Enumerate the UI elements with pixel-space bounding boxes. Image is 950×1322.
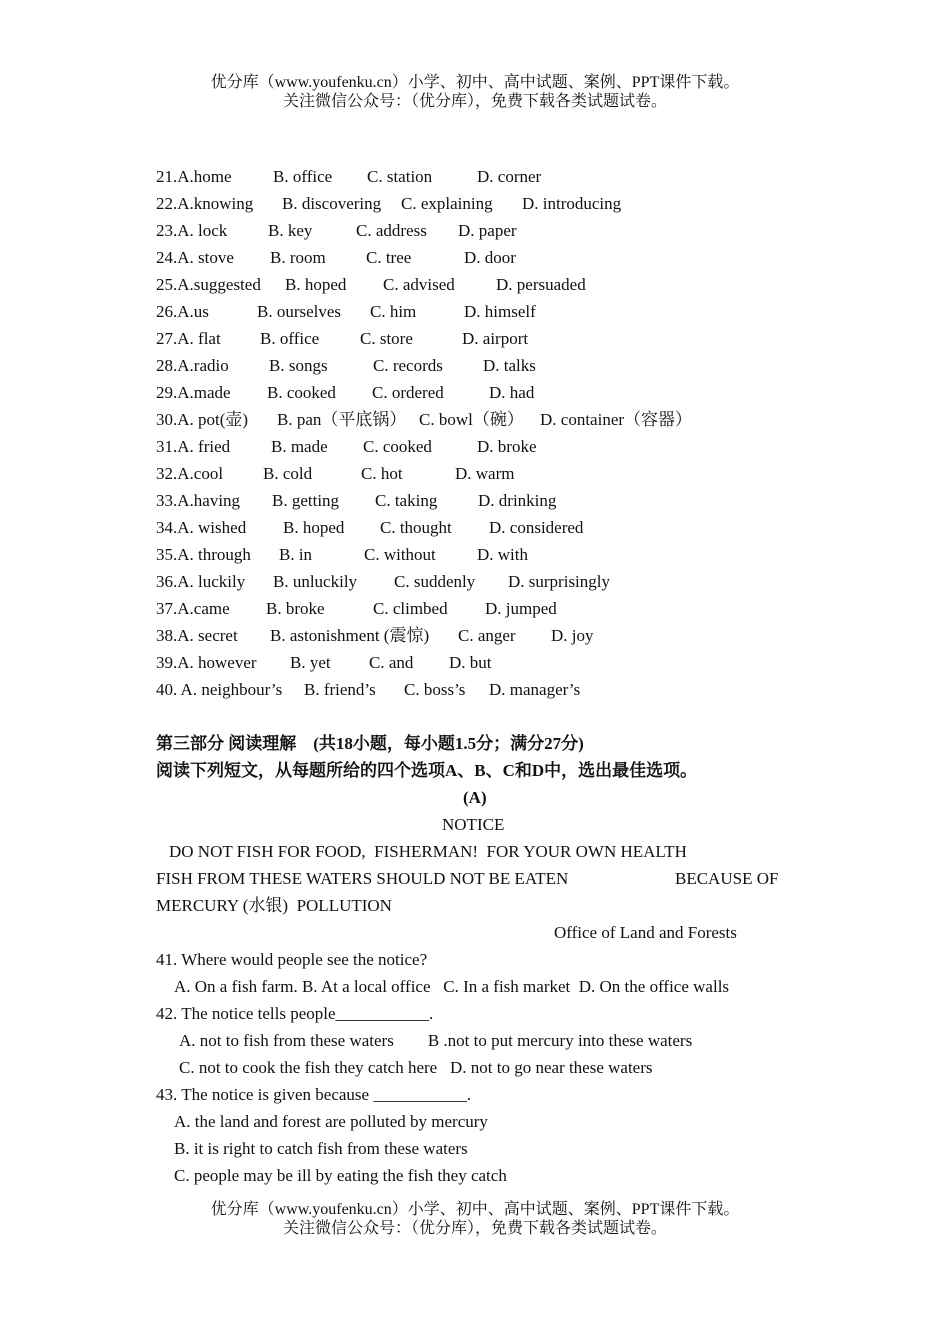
question-41-stem: 41. Where would people see the notice? — [156, 950, 428, 969]
option-a: 32.A.cool — [156, 464, 224, 483]
option-c: C. records — [373, 356, 443, 375]
option-b: B. hoped — [285, 275, 347, 294]
option-b: B. ourselves — [257, 302, 342, 321]
option-d: D. had — [489, 383, 535, 402]
option-d: D. persuaded — [496, 275, 586, 294]
option-c: C. bowl（碗） — [419, 410, 524, 429]
option-a: 30.A. pot(壶) — [156, 410, 249, 429]
cloze-item-29 — [156, 379, 836, 406]
option-c: C. station — [367, 167, 433, 186]
option-d: D. paper — [458, 221, 517, 240]
option-b: B. getting — [272, 491, 340, 510]
option-a: 37.A.came — [156, 599, 230, 618]
cloze-options-list — [156, 163, 836, 703]
option-b: B. made — [271, 437, 328, 456]
option-d: D. jumped — [485, 599, 557, 618]
cloze-item-33 — [156, 487, 836, 514]
part3-instruction: 阅读下列短文，从每题所给的四个选项A、B、C和D中，选出最佳选项。 — [156, 761, 698, 780]
cloze-item-32 — [156, 460, 836, 487]
question-42-options-row-1: A. not to fish from these waters B .not to put mercury into these waters — [179, 1031, 693, 1050]
option-c: C. ordered — [372, 383, 444, 402]
question-43-stem: 43. The notice is given because ___________. — [156, 1085, 472, 1104]
option-a: 34.A. wished — [156, 518, 247, 537]
option-b: B. hoped — [283, 518, 345, 537]
cloze-item-35 — [156, 541, 836, 568]
option-b: B. cooked — [267, 383, 336, 402]
page-header — [0, 73, 950, 111]
cloze-item-37 — [156, 595, 836, 622]
option-d: D. with — [477, 545, 528, 564]
option-b: B. office — [273, 167, 333, 186]
header-line-2: 关注微信公众号：（优分库），免费下载各类试题试卷。 — [282, 93, 667, 110]
option-c: C. explaining — [401, 194, 493, 213]
cloze-item-27 — [156, 325, 836, 352]
option-c: C. address — [356, 221, 427, 240]
option-d: D. corner — [477, 167, 542, 186]
cloze-item-39 — [156, 649, 836, 676]
option-d: D. drinking — [478, 491, 557, 510]
cloze-item-28 — [156, 352, 836, 379]
header-line-1: 优分库（www.youfenku.cn）小学、初中、高中试题、案例、PPT课件下载。 — [210, 74, 740, 91]
cloze-item-25 — [156, 271, 836, 298]
question-43-option-c: C. people may be ill by eating the fish they catch — [174, 1166, 507, 1185]
option-b: B. cold — [263, 464, 313, 483]
footer-line-2: 关注微信公众号：（优分库），免费下载各类试题试卷。 — [282, 1220, 667, 1237]
option-b: B. yet — [290, 653, 331, 672]
part3-title: 第三部分 阅读理解 (共18小题，每小题1.5分；满分27分) — [156, 734, 584, 753]
option-d: D. joy — [551, 626, 594, 645]
question-42-stem: 42. The notice tells people___________. — [156, 1004, 434, 1023]
notice-title: NOTICE — [442, 815, 505, 834]
cloze-item-36 — [156, 568, 836, 595]
option-c: C. tree — [366, 248, 412, 267]
cloze-item-24 — [156, 244, 836, 271]
option-b: B. unluckily — [273, 572, 358, 591]
option-d: D. himself — [464, 302, 536, 321]
question-41-options: A. On a fish farm. B. At a local office C. In a fish market D. On the office walls — [174, 977, 730, 996]
option-b: B. friend’s — [304, 680, 376, 699]
option-b: B. discovering — [282, 194, 382, 213]
option-d: D. container（容器） — [540, 410, 693, 429]
option-d: D. but — [449, 653, 492, 672]
option-a: 25.A.suggested — [156, 275, 261, 294]
option-d: D. considered — [489, 518, 584, 537]
question-43-option-a: A. the land and forest are polluted by mercury — [174, 1112, 488, 1131]
cloze-item-21 — [156, 163, 836, 190]
option-a: 23.A. lock — [156, 221, 228, 240]
option-b: B. key — [268, 221, 313, 240]
option-a: 21.A.home — [156, 167, 232, 186]
option-a: 28.A.radio — [156, 356, 229, 375]
option-b: B. office — [260, 329, 320, 348]
question-43-option-b: B. it is right to catch fish from these waters — [174, 1139, 468, 1158]
notice-line-3: MERCURY (水银) POLLUTION — [156, 896, 392, 915]
option-a: 22.A.knowing — [156, 194, 254, 213]
option-d: D. airport — [462, 329, 529, 348]
option-a: 38.A. secret — [156, 626, 238, 645]
cloze-item-30 — [156, 406, 836, 433]
cloze-item-40 — [156, 676, 836, 703]
option-b: B. in — [279, 545, 313, 564]
cloze-item-31 — [156, 433, 836, 460]
option-c: C. boss’s — [404, 680, 466, 699]
notice-line-2a: FISH FROM THESE WATERS SHOULD NOT BE EATEN — [156, 869, 569, 888]
cloze-item-23 — [156, 217, 836, 244]
option-c: C. suddenly — [394, 572, 476, 591]
cloze-item-26 — [156, 298, 836, 325]
option-a: 39.A. however — [156, 653, 257, 672]
question-42-options-row-2: C. not to cook the fish they catch here D. not to go near these waters — [179, 1058, 653, 1077]
option-a: 27.A. flat — [156, 329, 221, 348]
option-a: 40. A. neighbour’s — [156, 680, 283, 699]
option-b: B. songs — [269, 356, 328, 375]
option-c: C. anger — [458, 626, 516, 645]
page-footer — [0, 1200, 950, 1238]
option-a: 35.A. through — [156, 545, 251, 564]
footer-line-1: 优分库（www.youfenku.cn）小学、初中、高中试题、案例、PPT课件下载。 — [210, 1201, 740, 1218]
option-c: C. and — [369, 653, 414, 672]
notice-signature: Office of Land and Forests — [554, 923, 737, 942]
cloze-item-34 — [156, 514, 836, 541]
page-content — [156, 163, 836, 1189]
option-d: D. surprisingly — [508, 572, 610, 591]
option-b: B. room — [270, 248, 326, 267]
option-a: 29.A.made — [156, 383, 231, 402]
notice-line-1: DO NOT FISH FOR FOOD, FISHERMAN! FOR YOUR OWN HEALTH — [169, 842, 687, 861]
option-a: 36.A. luckily — [156, 572, 246, 591]
option-c: C. taking — [375, 491, 438, 510]
option-c: C. hot — [361, 464, 403, 483]
option-b: B. broke — [266, 599, 325, 618]
option-c: C. store — [360, 329, 413, 348]
option-d: D. talks — [483, 356, 536, 375]
option-d: D. door — [464, 248, 516, 267]
option-b: B. astonishment (震惊) — [270, 626, 430, 645]
option-a: 24.A. stove — [156, 248, 234, 267]
option-c: C. thought — [380, 518, 452, 537]
cloze-item-22 — [156, 190, 836, 217]
option-a: 33.A.having — [156, 491, 241, 510]
notice-line-2 — [156, 865, 836, 892]
option-d: D. warm — [455, 464, 515, 483]
option-a: 31.A. fried — [156, 437, 231, 456]
option-c: C. without — [364, 545, 436, 564]
option-a: 26.A.us — [156, 302, 209, 321]
option-d: D. manager’s — [489, 680, 581, 699]
cloze-item-38 — [156, 622, 836, 649]
section-label: (A) — [463, 788, 487, 807]
notice-line-2b: BECAUSE OF — [675, 869, 779, 888]
option-c: C. cooked — [363, 437, 432, 456]
option-c: C. advised — [383, 275, 455, 294]
option-d: D. introducing — [522, 194, 622, 213]
option-d: D. broke — [477, 437, 537, 456]
option-b: B. pan（平底锅） — [277, 410, 407, 429]
option-c: C. climbed — [373, 599, 448, 618]
option-c: C. him — [370, 302, 417, 321]
